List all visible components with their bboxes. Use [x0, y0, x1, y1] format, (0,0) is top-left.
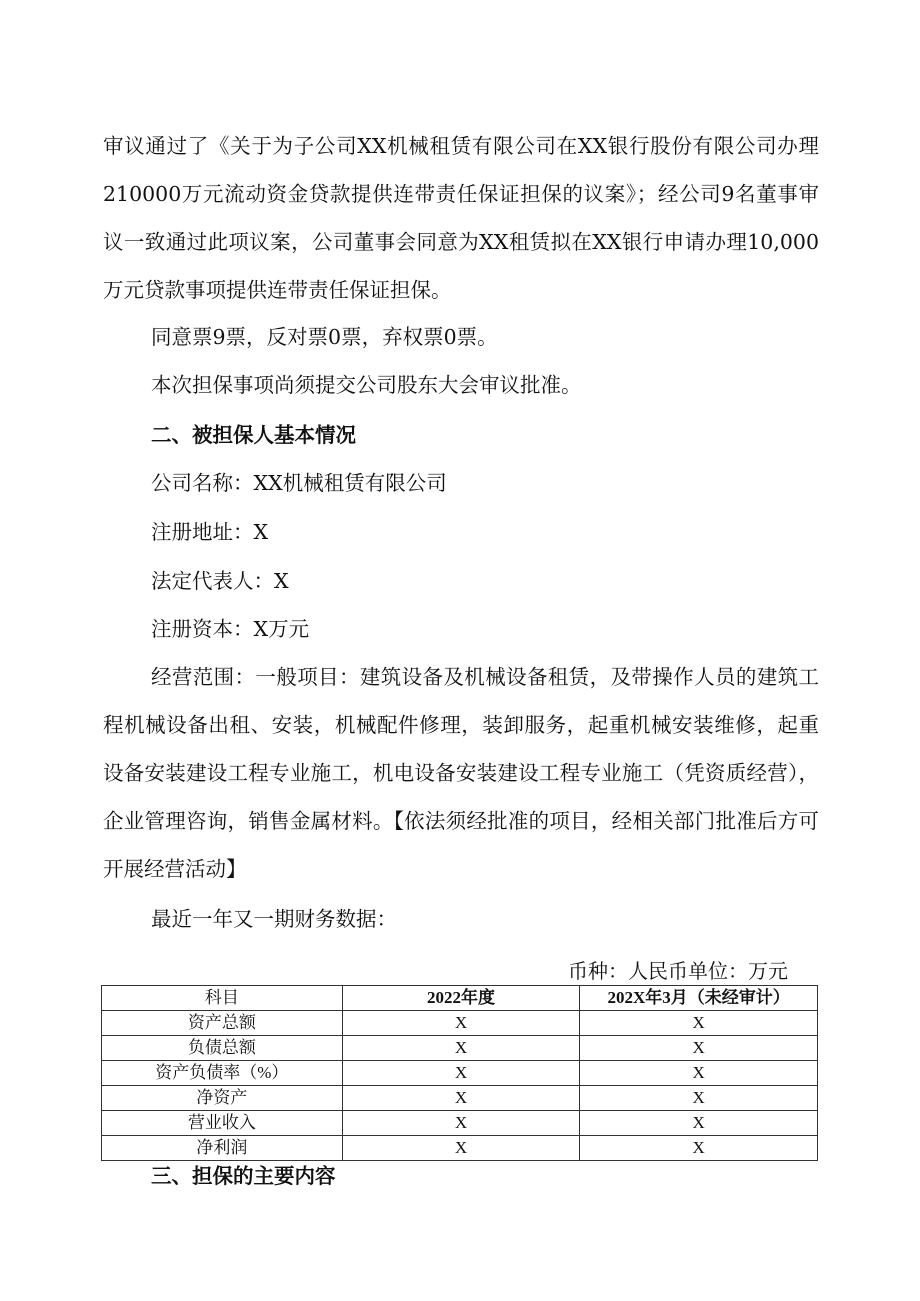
cell-2022: X	[342, 1036, 580, 1061]
registered-capital-line	[151, 614, 309, 644]
row-label: 资产负债率（%）	[102, 1061, 343, 1086]
cell-202x: X	[580, 1061, 818, 1086]
row-label: 营业收入	[102, 1111, 343, 1136]
table-row	[102, 1061, 818, 1086]
table-row	[102, 1011, 818, 1036]
approval-note: 本次担保事项尚须提交公司股东大会审议批准。	[151, 373, 582, 397]
cell-202x: X	[580, 1086, 818, 1111]
cell-202x: X	[580, 1036, 818, 1061]
legal-rep-value: X	[274, 569, 289, 593]
registered-address-label: 注册地址：	[151, 520, 254, 544]
cell-202x: X	[580, 1011, 818, 1036]
row-label: 净资产	[102, 1086, 343, 1111]
table-row	[102, 1111, 818, 1136]
legal-rep-label: 法定代表人：	[151, 569, 274, 593]
header-subject: 科目	[102, 986, 343, 1011]
currency-unit-note: 币种：人民币单位：万元	[568, 959, 788, 983]
financial-table	[101, 985, 818, 1161]
company-name-label: 公司名称：	[151, 471, 254, 495]
cell-2022: X	[342, 1061, 580, 1086]
table-row	[102, 1086, 818, 1111]
registered-address-value: X	[253, 520, 269, 544]
section-2-heading: 二、被担保人基本情况	[151, 423, 356, 447]
table-row	[102, 1136, 818, 1161]
cell-202x: X	[580, 1136, 818, 1161]
company-name-line	[151, 468, 447, 498]
row-label: 净利润	[102, 1136, 343, 1161]
section-3-heading: 三、担保的主要内容	[151, 1164, 336, 1188]
cell-2022: X	[342, 1136, 580, 1161]
table-header-row	[102, 986, 818, 1011]
row-label: 负债总额	[102, 1036, 343, 1061]
business-scope: 经营范围：一般项目：建筑设备及机械设备租赁，及带操作人员的建筑工程机械设备出租、安装，机械配件修理，装卸服务，起重机械安装维修，起重设备安装建设工程专业施工，机电设备安装建设工程专业施工（凭资质经营），企业管理咨询，销售金属材料。【依法须经批准的项目，经相关部门批准后方可开展经营活动】	[103, 665, 819, 881]
cell-202x: X	[580, 1111, 818, 1136]
financial-intro: 最近一年又一期财务数据：	[151, 907, 397, 931]
vote-result: 同意票9票，反对票0票，弃权票0票。	[151, 325, 498, 349]
header-202x-march: 202X年3月（未经审计）	[580, 986, 818, 1011]
header-2022: 2022年度	[342, 986, 580, 1011]
cell-2022: X	[342, 1011, 580, 1036]
legal-rep-line	[151, 566, 289, 596]
registered-capital-value: X万元	[253, 617, 310, 641]
intro-paragraph: 审议通过了《关于为子公司XX机械租赁有限公司在XX银行股份有限公司办理210000万元流动资金贷款提供连带责任保证担保的议案》；经公司9名董事审议一致通过此项议案，公司董事会同意为XX租赁拟在XX银行申请办理10,000万元贷款事项提供连带责任保证担保。	[103, 134, 819, 302]
cell-2022: X	[342, 1111, 580, 1136]
row-label: 资产总额	[102, 1011, 343, 1036]
company-name-value: XX机械租赁有限公司	[253, 471, 447, 495]
table-row	[102, 1036, 818, 1061]
cell-2022: X	[342, 1086, 580, 1111]
registered-capital-label: 注册资本：	[151, 617, 254, 641]
registered-address-line	[151, 517, 268, 547]
